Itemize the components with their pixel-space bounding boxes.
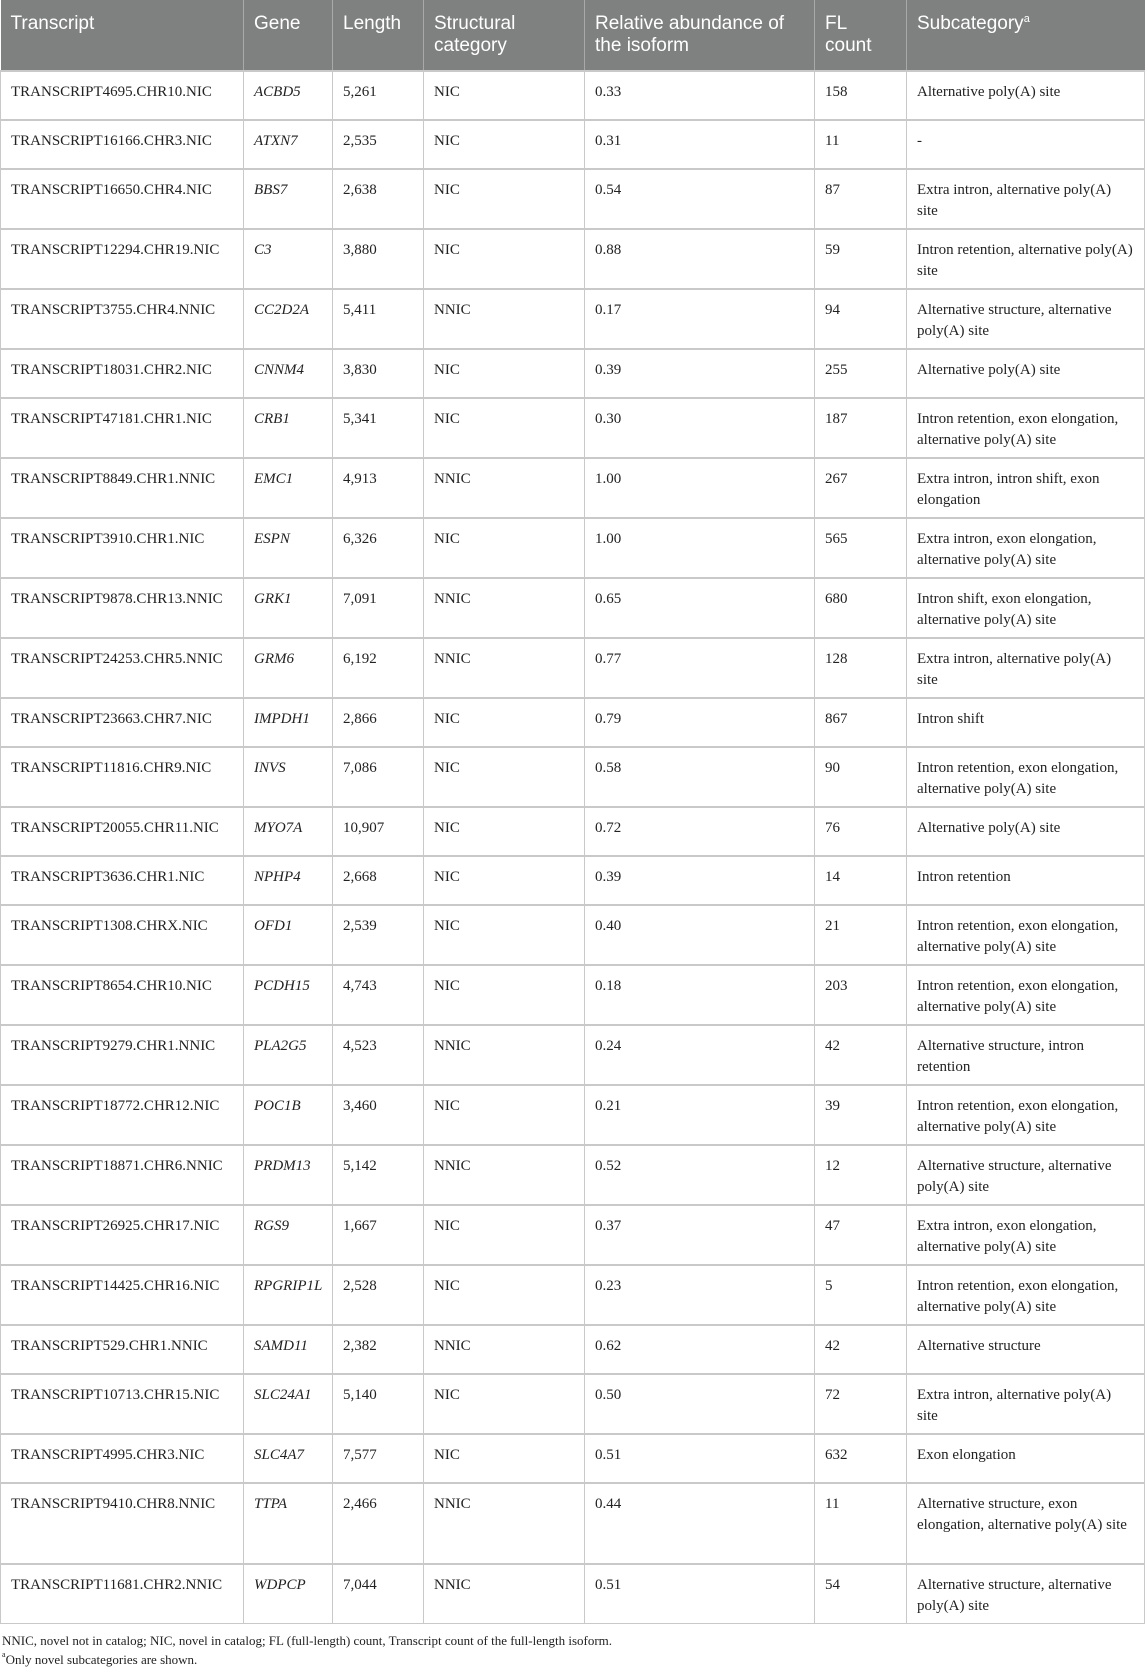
header-row [1,0,1145,71]
gene-cell: C3 [244,229,333,289]
note-text: Only novel subcategories are shown. [5,1652,198,1667]
transcript-cell: TRANSCRIPT14425.CHR16.NIC [1,1265,244,1325]
subcategory-cell: Alternative structure, intron retention [907,1025,1145,1085]
abundance-cell: 0.23 [585,1265,815,1325]
table-row [1,1145,1145,1205]
subcategory-cell: Intron retention, exon elongation, alternative poly(A) site [907,1265,1145,1325]
fl-count-cell: 14 [815,856,907,905]
subcategory-cell: Alternative poly(A) site [907,807,1145,856]
table-row [1,120,1145,169]
length-cell: 2,539 [333,905,424,965]
transcript-cell: TRANSCRIPT529.CHR1.NNIC [1,1325,244,1374]
abundance-cell: 0.37 [585,1205,815,1265]
category-cell: NIC [424,1434,585,1483]
length-cell: 5,142 [333,1145,424,1205]
transcript-cell: TRANSCRIPT47181.CHR1.NIC [1,398,244,458]
table-row [1,905,1145,965]
fl-count-cell: 5 [815,1265,907,1325]
fl-count-cell: 72 [815,1374,907,1434]
length-cell: 3,830 [333,349,424,398]
category-cell: NNIC [424,1145,585,1205]
length-cell: 7,091 [333,578,424,638]
table-body [1,71,1145,1624]
abundance-cell: 0.39 [585,856,815,905]
column-header [585,0,815,71]
category-cell: NIC [424,856,585,905]
subcategory-cell: Alternative poly(A) site [907,349,1145,398]
category-cell: NIC [424,398,585,458]
length-cell: 5,261 [333,71,424,120]
transcript-cell: TRANSCRIPT26925.CHR17.NIC [1,1205,244,1265]
length-cell: 7,044 [333,1564,424,1624]
length-cell: 6,326 [333,518,424,578]
length-cell: 2,382 [333,1325,424,1374]
subcategory-cell: Intron retention, alternative poly(A) site [907,229,1145,289]
fl-count-cell: 158 [815,71,907,120]
subcategory-cell: Intron retention, exon elongation, alternative poly(A) site [907,965,1145,1025]
subcategory-cell: - [907,120,1145,169]
table-row [1,1025,1145,1085]
abundance-cell: 0.79 [585,698,815,747]
category-cell: NNIC [424,1025,585,1085]
length-cell: 10,907 [333,807,424,856]
abundance-cell: 0.30 [585,398,815,458]
abbreviations-note: NNIC, novel not in catalog; NIC, novel in catalog; FL (full-length) count, Transcript count of the full-length isoform. [2,1633,613,1648]
fl-count-cell: 39 [815,1085,907,1145]
length-cell: 5,140 [333,1374,424,1434]
subcategory-cell: Extra intron, intron shift, exon elongation [907,458,1145,518]
transcript-cell: TRANSCRIPT4695.CHR10.NIC [1,71,244,120]
subcategory-cell: Intron retention [907,856,1145,905]
category-cell: NNIC [424,638,585,698]
fl-count-cell: 565 [815,518,907,578]
gene-cell: PRDM13 [244,1145,333,1205]
subcategory-cell: Alternative structure, alternative poly(A) site [907,1564,1145,1624]
category-cell: NIC [424,120,585,169]
category-cell: NIC [424,965,585,1025]
table-row [1,518,1145,578]
transcript-cell: TRANSCRIPT11681.CHR2.NNIC [1,1564,244,1624]
category-cell: NNIC [424,289,585,349]
abundance-cell: 1.00 [585,518,815,578]
transcript-cell: TRANSCRIPT20055.CHR11.NIC [1,807,244,856]
subcategory-cell: Extra intron, alternative poly(A) site [907,169,1145,229]
category-cell: NNIC [424,1483,585,1564]
gene-cell: INVS [244,747,333,807]
subcategory-cell: Intron retention, exon elongation, alternative poly(A) site [907,1085,1145,1145]
fl-count-cell: 203 [815,965,907,1025]
category-cell: NNIC [424,1564,585,1624]
gene-cell: SLC24A1 [244,1374,333,1434]
subcategory-cell: Intron shift, exon elongation, alternative poly(A) site [907,578,1145,638]
abundance-cell: 0.21 [585,1085,815,1145]
gene-cell: SLC4A7 [244,1434,333,1483]
abundance-cell: 0.17 [585,289,815,349]
subcategory-cell: Alternative structure [907,1325,1145,1374]
subcategory-note [2,1650,1145,1669]
length-cell: 4,523 [333,1025,424,1085]
category-cell: NIC [424,905,585,965]
transcript-cell: TRANSCRIPT9279.CHR1.NNIC [1,1025,244,1085]
length-cell: 2,466 [333,1483,424,1564]
category-cell: NIC [424,1374,585,1434]
subcategory-cell: Exon elongation [907,1434,1145,1483]
transcript-cell: TRANSCRIPT1308.CHRX.NIC [1,905,244,965]
length-cell: 3,460 [333,1085,424,1145]
gene-cell: NPHP4 [244,856,333,905]
table-row [1,169,1145,229]
fl-count-cell: 90 [815,747,907,807]
fl-count-cell: 187 [815,398,907,458]
table-row [1,856,1145,905]
abundance-cell: 1.00 [585,458,815,518]
category-cell: NIC [424,1205,585,1265]
transcript-cell: TRANSCRIPT16166.CHR3.NIC [1,120,244,169]
fl-count-cell: 128 [815,638,907,698]
abundance-cell: 0.58 [585,747,815,807]
fl-count-cell: 76 [815,807,907,856]
table-row [1,1434,1145,1483]
fl-count-cell: 680 [815,578,907,638]
transcript-cell: TRANSCRIPT8849.CHR1.NNIC [1,458,244,518]
transcript-cell: TRANSCRIPT9878.CHR13.NNIC [1,578,244,638]
column-header [424,0,585,71]
length-cell: 7,086 [333,747,424,807]
column-header-label: Structural category [434,13,516,56]
table-footnotes [0,1624,1145,1669]
fl-count-cell: 42 [815,1025,907,1085]
gene-cell: GRM6 [244,638,333,698]
gene-cell: EMC1 [244,458,333,518]
length-cell: 4,743 [333,965,424,1025]
category-cell: NNIC [424,1325,585,1374]
subcategory-cell: Extra intron, alternative poly(A) site [907,638,1145,698]
gene-cell: CNNM4 [244,349,333,398]
category-cell: NIC [424,1085,585,1145]
abundance-cell: 0.88 [585,229,815,289]
fl-count-cell: 94 [815,289,907,349]
category-cell: NIC [424,747,585,807]
transcript-cell: TRANSCRIPT3755.CHR4.NNIC [1,289,244,349]
gene-cell: POC1B [244,1085,333,1145]
abundance-cell: 0.33 [585,71,815,120]
transcript-cell: TRANSCRIPT16650.CHR4.NIC [1,169,244,229]
abundance-cell: 0.65 [585,578,815,638]
gene-cell: GRK1 [244,578,333,638]
length-cell: 2,866 [333,698,424,747]
gene-cell: PCDH15 [244,965,333,1025]
fl-count-cell: 87 [815,169,907,229]
table-row [1,1085,1145,1145]
abundance-cell: 0.52 [585,1145,815,1205]
abundance-cell: 0.51 [585,1434,815,1483]
table-row [1,1483,1145,1564]
transcript-cell: TRANSCRIPT18871.CHR6.NNIC [1,1145,244,1205]
abundance-cell: 0.77 [585,638,815,698]
table-row [1,289,1145,349]
transcript-cell: TRANSCRIPT12294.CHR19.NIC [1,229,244,289]
fl-count-cell: 42 [815,1325,907,1374]
category-cell: NNIC [424,578,585,638]
table-row [1,1374,1145,1434]
abundance-cell: 0.51 [585,1564,815,1624]
table-row [1,1325,1145,1374]
column-header-label: Gene [254,13,301,34]
transcript-cell: TRANSCRIPT8654.CHR10.NIC [1,965,244,1025]
category-cell: NIC [424,169,585,229]
table-row [1,638,1145,698]
fl-count-cell: 632 [815,1434,907,1483]
fl-count-cell: 12 [815,1145,907,1205]
fl-count-cell: 21 [815,905,907,965]
subcategory-cell: Alternative poly(A) site [907,71,1145,120]
subcategory-cell: Extra intron, exon elongation, alternative poly(A) site [907,1205,1145,1265]
gene-cell: MYO7A [244,807,333,856]
abundance-cell: 0.54 [585,169,815,229]
gene-cell: ACBD5 [244,71,333,120]
length-cell: 3,880 [333,229,424,289]
table-row [1,398,1145,458]
column-header-label: Length [343,13,402,34]
category-cell: NIC [424,1265,585,1325]
column-header-label: FL count [825,13,872,56]
abundance-cell: 0.40 [585,905,815,965]
table-row [1,458,1145,518]
abundance-cell: 0.50 [585,1374,815,1434]
transcript-cell: TRANSCRIPT4995.CHR3.NIC [1,1434,244,1483]
abundance-cell: 0.24 [585,1025,815,1085]
subcategory-cell: Extra intron, exon elongation, alternative poly(A) site [907,518,1145,578]
length-cell: 2,638 [333,169,424,229]
length-cell: 5,411 [333,289,424,349]
table-row [1,578,1145,638]
gene-cell: CC2D2A [244,289,333,349]
column-header-label: Relative abundance of the isoform [595,13,785,56]
column-header-label: Subcategory [917,13,1024,34]
column-header [815,0,907,71]
subcategory-cell: Intron retention, exon elongation, alternative poly(A) site [907,905,1145,965]
gene-cell: RGS9 [244,1205,333,1265]
column-header [333,0,424,71]
length-cell: 2,528 [333,1265,424,1325]
subcategory-cell: Intron retention, exon elongation, alternative poly(A) site [907,398,1145,458]
table-row [1,229,1145,289]
length-cell: 6,192 [333,638,424,698]
gene-cell: TTPA [244,1483,333,1564]
category-cell: NIC [424,71,585,120]
table-row [1,349,1145,398]
table-row [1,1564,1145,1624]
transcript-cell: TRANSCRIPT9410.CHR8.NNIC [1,1483,244,1564]
gene-cell: WDPCP [244,1564,333,1624]
category-cell: NNIC [424,458,585,518]
length-cell: 2,668 [333,856,424,905]
category-cell: NIC [424,349,585,398]
table-header [1,0,1145,71]
fl-count-cell: 54 [815,1564,907,1624]
column-header [907,0,1145,71]
category-cell: NIC [424,229,585,289]
gene-cell: IMPDH1 [244,698,333,747]
transcript-cell: TRANSCRIPT11816.CHR9.NIC [1,747,244,807]
length-cell: 5,341 [333,398,424,458]
transcript-cell: TRANSCRIPT24253.CHR5.NNIC [1,638,244,698]
footnote-marker: a [1023,13,1030,25]
category-cell: NIC [424,518,585,578]
category-cell: NIC [424,807,585,856]
length-cell: 1,667 [333,1205,424,1265]
abundance-cell: 0.44 [585,1483,815,1564]
gene-cell: SAMD11 [244,1325,333,1374]
fl-count-cell: 47 [815,1205,907,1265]
abundance-cell: 0.31 [585,120,815,169]
subcategory-cell: Intron retention, exon elongation, alternative poly(A) site [907,747,1145,807]
table-row [1,698,1145,747]
transcript-cell: TRANSCRIPT3910.CHR1.NIC [1,518,244,578]
fl-count-cell: 255 [815,349,907,398]
gene-cell: BBS7 [244,169,333,229]
gene-cell: CRB1 [244,398,333,458]
subcategory-cell: Intron shift [907,698,1145,747]
abundance-cell: 0.39 [585,349,815,398]
column-header-label: Transcript [10,13,95,34]
transcript-cell: TRANSCRIPT18031.CHR2.NIC [1,349,244,398]
note-marker: a [2,1650,6,1659]
abundance-cell: 0.72 [585,807,815,856]
column-header [1,0,244,71]
gene-cell: PLA2G5 [244,1025,333,1085]
table-row [1,965,1145,1025]
fl-count-cell: 59 [815,229,907,289]
length-cell: 2,535 [333,120,424,169]
gene-cell: OFD1 [244,905,333,965]
length-cell: 7,577 [333,1434,424,1483]
transcript-cell: TRANSCRIPT23663.CHR7.NIC [1,698,244,747]
subcategory-cell: Alternative structure, alternative poly(A) site [907,289,1145,349]
length-cell: 4,913 [333,458,424,518]
abundance-cell: 0.18 [585,965,815,1025]
fl-count-cell: 267 [815,458,907,518]
abundance-cell: 0.62 [585,1325,815,1374]
gene-cell: ESPN [244,518,333,578]
subcategory-cell: Alternative structure, exon elongation, alternative poly(A) site [907,1483,1145,1564]
table-row [1,71,1145,120]
table-row [1,747,1145,807]
transcript-cell: TRANSCRIPT10713.CHR15.NIC [1,1374,244,1434]
gene-cell: RPGRIP1L [244,1265,333,1325]
gene-cell: ATXN7 [244,120,333,169]
table-row [1,807,1145,856]
subcategory-cell: Alternative structure, alternative poly(A) site [907,1145,1145,1205]
category-cell: NIC [424,698,585,747]
fl-count-cell: 867 [815,698,907,747]
fl-count-cell: 11 [815,1483,907,1564]
table-row [1,1205,1145,1265]
subcategory-cell: Extra intron, alternative poly(A) site [907,1374,1145,1434]
transcript-cell: TRANSCRIPT18772.CHR12.NIC [1,1085,244,1145]
column-header [244,0,333,71]
table-row [1,1265,1145,1325]
fl-count-cell: 11 [815,120,907,169]
transcript-cell: TRANSCRIPT3636.CHR1.NIC [1,856,244,905]
